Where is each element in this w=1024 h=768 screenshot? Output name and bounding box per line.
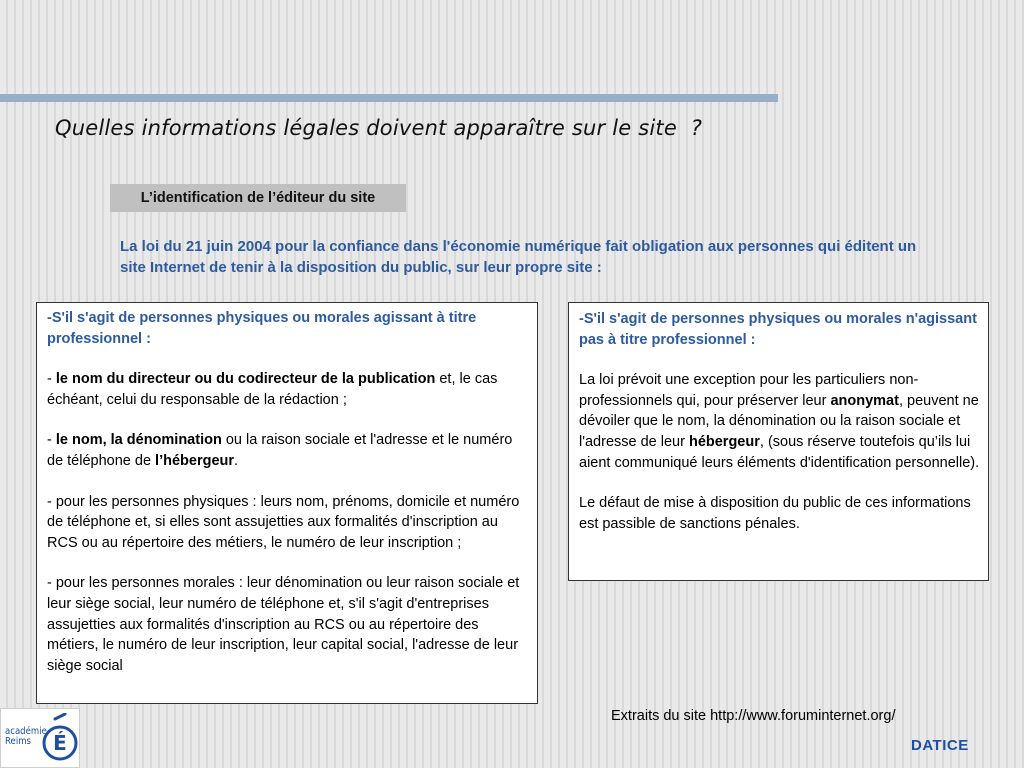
para-bold: anonymat: [830, 392, 899, 409]
list-item-director: [47, 369, 529, 410]
professional-info-box: [36, 302, 538, 704]
item-prefix: -: [47, 371, 56, 388]
item-bold: le nom du directeur ou du codirecteur de la publication: [55, 371, 436, 388]
item-bold: le nom, la dénomination: [55, 432, 222, 449]
footer-datice: DATICE: [911, 737, 969, 754]
non-professional-info-box: [568, 302, 989, 581]
para-text: , peuvent ne dévoiler que le nom, la dénomination ou la raison sociale et l'adresse de leur: [579, 392, 979, 450]
item-text: et, le cas échéant, celui du responsable de la rédaction ;: [47, 371, 498, 408]
list-item-name: [47, 430, 529, 471]
sanctions-paragraph: Le défaut de mise à disposition du public de ces informations est passible de sanctions pénales.: [579, 495, 971, 532]
professional-heading-paragraph: [47, 308, 529, 349]
para-text: La loi prévoit une exception pour les particuliers non-professionnels qui, pour préserver leur: [579, 372, 919, 409]
heading-prefix: -: [579, 311, 584, 327]
slide-title: Quelles informations légales doivent apparaître sur le site ?: [55, 116, 703, 140]
para-text: , (sous réserve toutefois qu’ils lui aient communiqué leurs éléments d'identification personnelle).: [579, 433, 980, 471]
item-prefix: -: [47, 432, 56, 449]
source-citation: Extraits du site http://www.foruminternet.org/: [611, 708, 896, 724]
exception-paragraph: [579, 370, 980, 473]
academie-reims-logo: [0, 708, 80, 768]
para-bold: hébergeur: [688, 433, 760, 450]
e-accent-emblem-icon: [41, 713, 79, 765]
logo-line-reims: Reims: [5, 736, 31, 747]
heading-prefix: -: [47, 310, 52, 326]
list-item-physical-persons: - pour les personnes physiques : leurs nom, prénoms, domicile et numéro de téléphone et, si elles sont assujetties aux formalités d'inscription au RCS ou au répertoire des métiers, le numéro de leur inscription ;: [47, 493, 520, 551]
top-accent-bar: [0, 94, 778, 102]
intro-text: La loi du 21 juin 2004 pour la confiance dans l'économie numérique fait obligation aux personnes qui éditent un site Internet de tenir à la disposition du public, sur leur propre site :: [120, 238, 917, 276]
section-label: L’identification de l’éditeur du site: [110, 184, 406, 212]
non-professional-heading-paragraph: [579, 309, 980, 350]
professional-heading: S'il s'agit de personnes physiques ou morales agissant à titre professionnel :: [47, 310, 477, 347]
list-item-legal-persons: - pour les personnes morales : leur dénomination ou leur raison sociale et leur siège social, leur numéro de téléphone et, s'il s'agit d'entreprises assujetties aux formalités d'inscription au RCS ou au répertoire des métiers, le numéro de leur inscription, leur capital social, l'adresse de leur siège social: [47, 575, 520, 674]
item-text: .: [234, 452, 239, 469]
item-bold: l’hébergeur: [155, 452, 235, 469]
logo-line-academie: académie: [5, 726, 47, 737]
non-professional-heading: S'il s'agit de personnes physiques ou morales n'agissant pas à titre professionnel :: [579, 311, 977, 348]
logo-text: [5, 726, 47, 747]
logo-mark-letter: É: [53, 731, 67, 755]
item-text: ou la raison sociale et l'adresse et le numéro de téléphone de: [47, 432, 513, 469]
